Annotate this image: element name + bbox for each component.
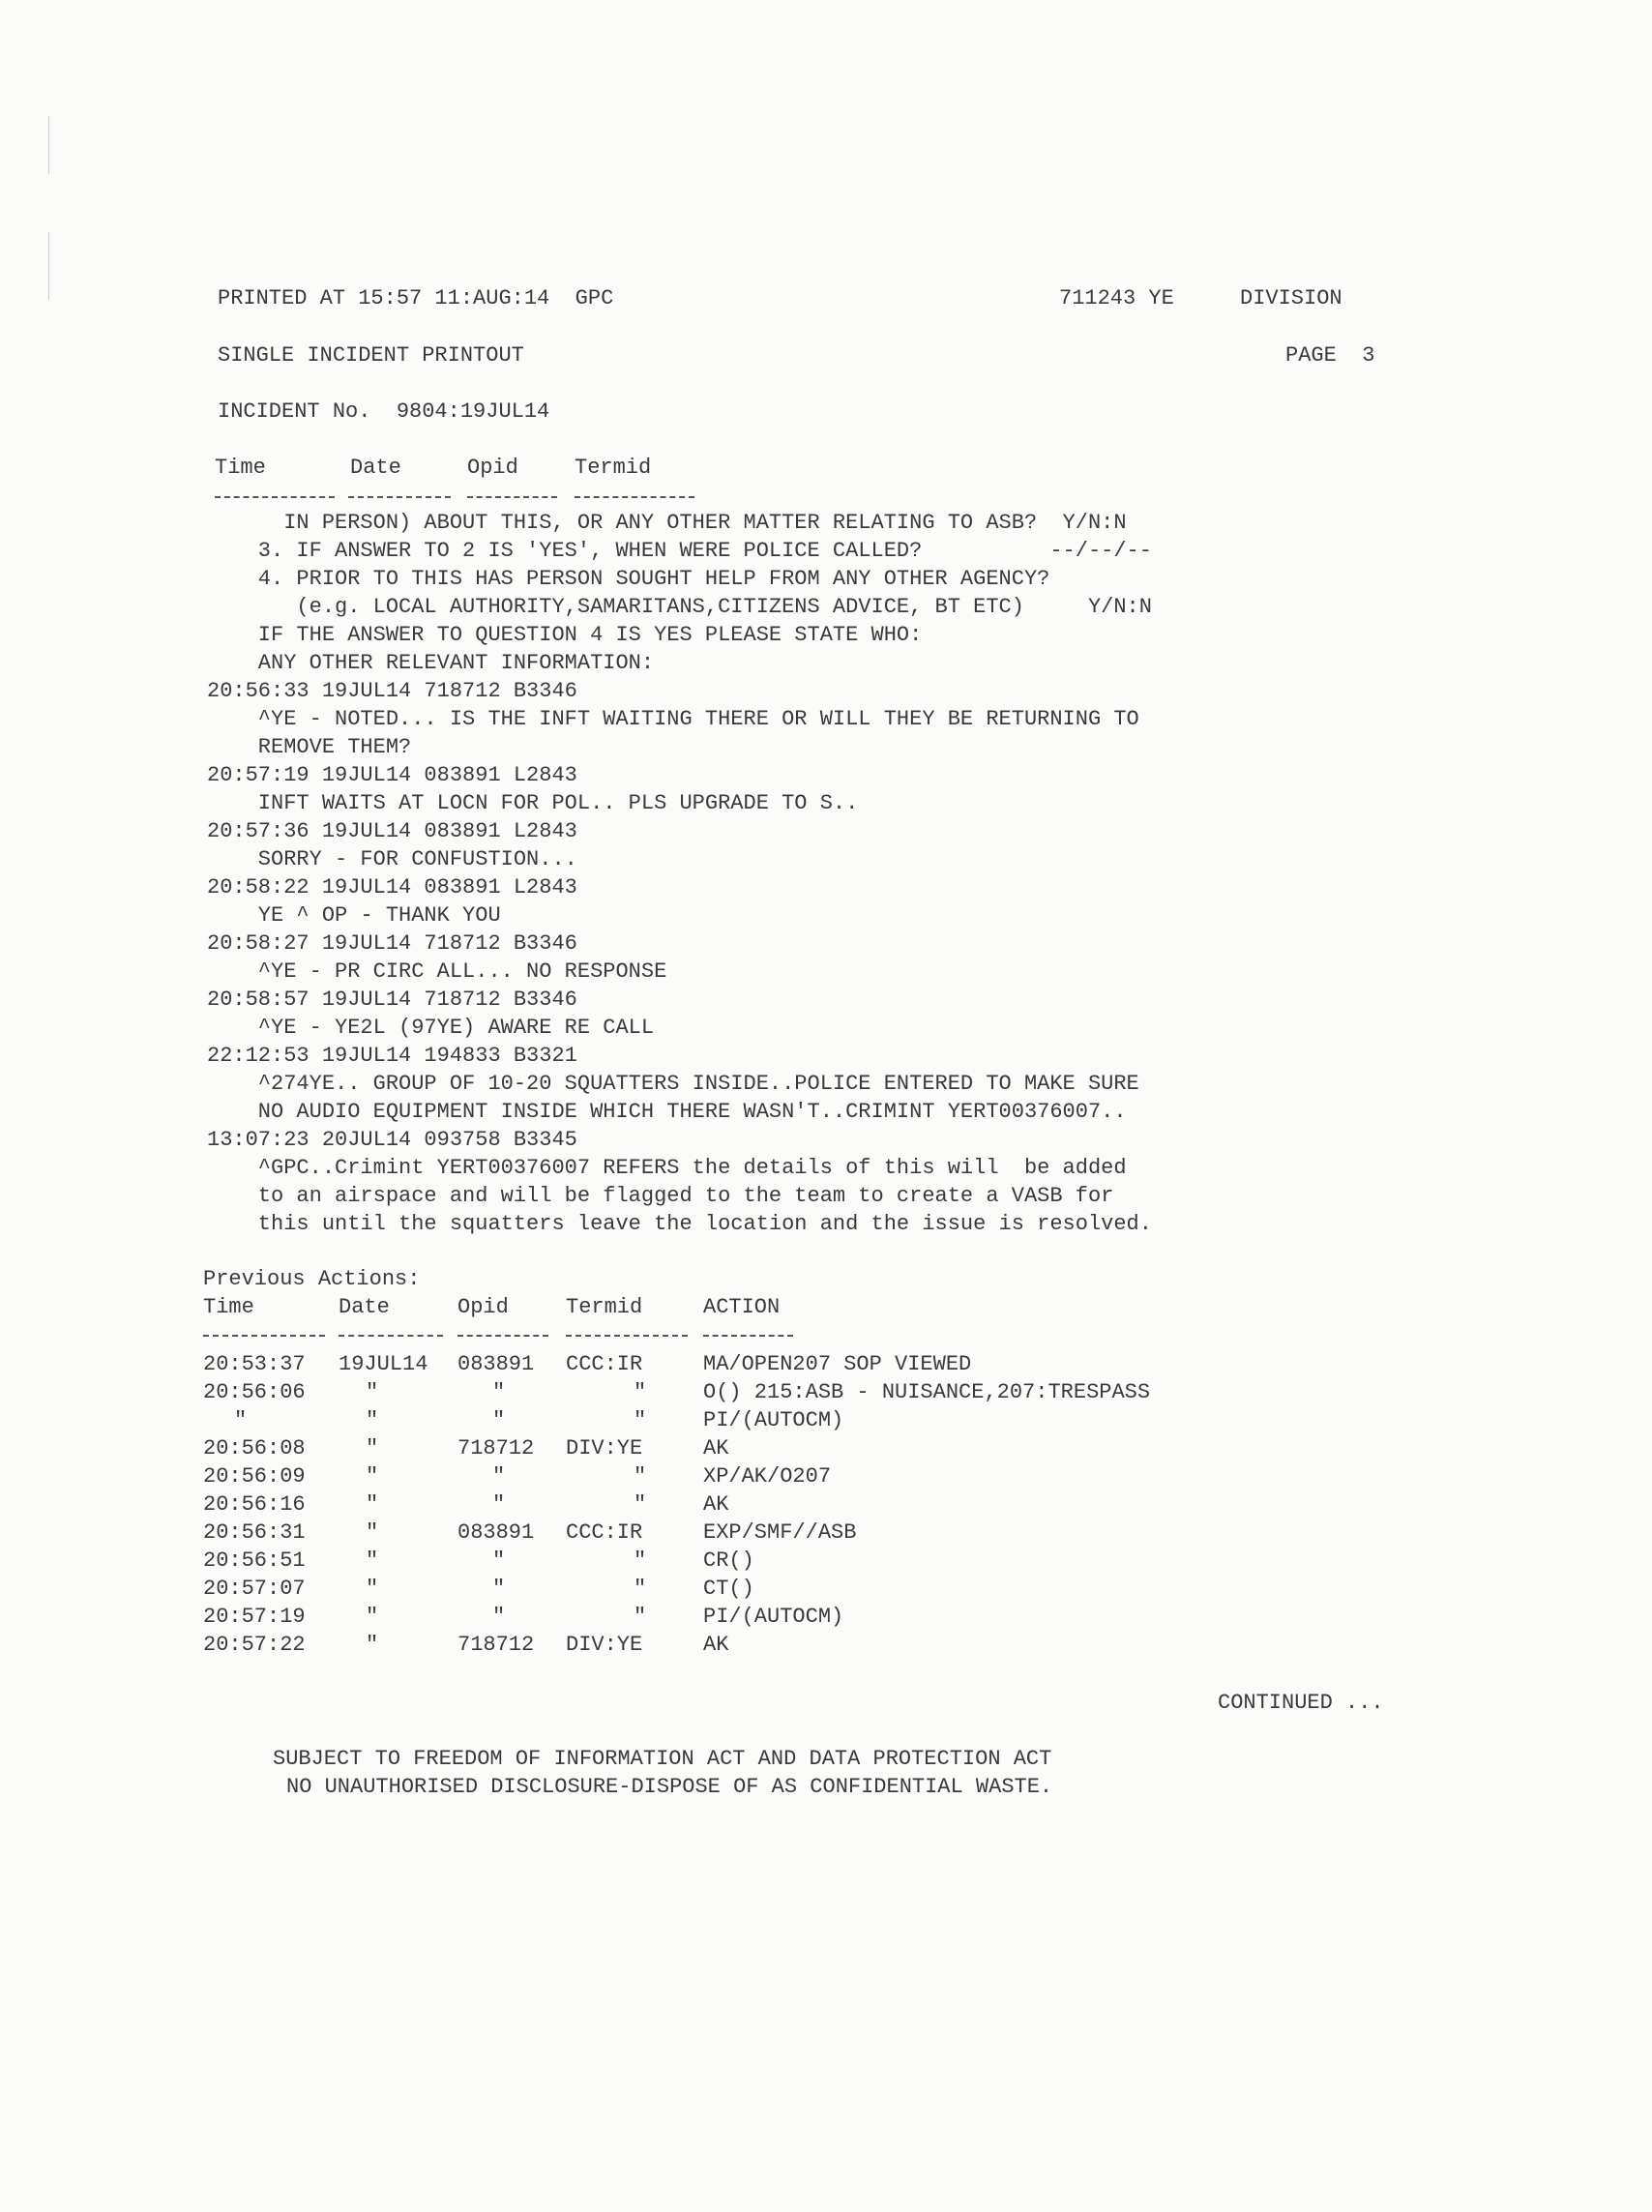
action-opid: 718712 [457,1436,535,1460]
action-date: " [366,1577,379,1601]
action-opid: 083891 [457,1520,535,1545]
log-col-rule [467,496,557,498]
action-text: EXP/SMF//ASB [703,1520,857,1545]
actions-col-rule [457,1335,548,1337]
action-text: AK [703,1633,729,1657]
actions-col-termid: Termid [566,1295,643,1319]
log-line: IF THE ANSWER TO QUESTION 4 IS YES PLEASE STATE WHO: [207,623,923,647]
action-opid: " [492,1464,506,1489]
actions-col-rule [203,1335,325,1337]
log-line: ^GPC..Crimint YERT00376007 REFERS the details of this will be added [207,1156,1127,1180]
log-line: 13:07:23 20JUL14 093758 B3345 [207,1128,577,1152]
action-text: XP/AK/O207 [703,1464,832,1489]
action-time: 20:56:08 [203,1436,306,1460]
document-title: SINGLE INCIDENT PRINTOUT [218,343,524,368]
log-line: 20:56:33 19JUL14 718712 B3346 [207,679,577,703]
action-opid: 718712 [457,1633,535,1657]
log-line: ^YE - PR CIRC ALL... NO RESPONSE [207,959,667,984]
action-time: 20:53:37 [203,1352,306,1376]
log-line: 20:57:36 19JUL14 083891 L2843 [207,819,577,843]
action-time: 20:57:22 [203,1633,306,1657]
action-termid: " [634,1492,647,1517]
log-line: NO AUDIO EQUIPMENT INSIDE WHICH THERE WASN'T..CRIMINT YERT00376007.. [207,1100,1127,1124]
log-line: ^YE - YE2L (97YE) AWARE RE CALL [207,1016,655,1040]
action-termid: " [634,1380,647,1404]
log-line: SORRY - FOR CONFUSTION... [207,847,577,871]
action-text: CT() [703,1577,754,1601]
log-line: to an airspace and will be flagged to the team to create a VASB for [207,1184,1114,1208]
action-text: PI/(AUTOCM) [703,1408,844,1432]
log-line: ANY OTHER RELEVANT INFORMATION: [207,651,655,675]
division-label: DIVISION [1240,286,1342,310]
action-time: 20:57:07 [203,1577,306,1601]
action-text: PI/(AUTOCM) [703,1605,844,1629]
action-date: 19JUL14 [339,1352,428,1376]
log-line: ^YE - NOTED... IS THE INFT WAITING THERE OR WILL THEY BE RETURNING TO [207,707,1139,731]
action-opid: " [492,1380,506,1404]
action-time: 20:56:31 [203,1520,306,1545]
log-line: 20:58:27 19JUL14 718712 B3346 [207,931,577,956]
log-line: INFT WAITS AT LOCN FOR POL.. PLS UPGRADE TO S.. [207,791,859,815]
action-termid: " [634,1605,647,1629]
printed-at: PRINTED AT 15:57 11:AUG:14 GPC [218,286,614,310]
incident-number: INCIDENT No. 9804:19JUL14 [218,399,550,424]
log-col-rule [215,496,335,498]
action-opid: " [492,1492,506,1517]
actions-col-time: Time [203,1295,254,1319]
action-termid: " [634,1408,647,1432]
actions-col-action: ACTION [703,1295,781,1319]
action-opid: " [492,1408,506,1432]
action-date: " [366,1520,379,1545]
action-time: " [234,1408,248,1432]
confidentiality-notice-2: NO UNAUTHORISED DISCLOSURE-DISPOSE OF AS CONFIDENTIAL WASTE. [286,1775,1053,1799]
log-line: (e.g. LOCAL AUTHORITY,SAMARITANS,CITIZENS ADVICE, BT ETC) Y/N:N [207,595,1152,619]
actions-col-rule [566,1335,688,1337]
scan-artifact [48,232,49,300]
action-opid: " [492,1605,506,1629]
log-line: YE ^ OP - THANK YOU [207,903,501,928]
log-col-time: Time [215,456,266,480]
action-date: " [366,1464,379,1489]
log-col-date: Date [350,456,401,480]
log-line: REMOVE THEM? [207,735,412,759]
action-termid: " [634,1548,647,1573]
action-date: " [366,1605,379,1629]
action-termid: CCC:IR [566,1352,643,1376]
action-termid: DIV:YE [566,1436,643,1460]
log-col-rule [348,496,451,498]
log-line: ^274YE.. GROUP OF 10-20 SQUATTERS INSIDE..POLICE ENTERED TO MAKE SURE [207,1072,1139,1096]
confidentiality-notice-1: SUBJECT TO FREEDOM OF INFORMATION ACT AND DATA PROTECTION ACT [273,1747,1052,1771]
action-termid: " [634,1577,647,1601]
log-col-termid: Termid [575,456,652,480]
log-line: IN PERSON) ABOUT THIS, OR ANY OTHER MATTER RELATING TO ASB? Y/N:N [207,511,1127,535]
action-text: MA/OPEN207 SOP VIEWED [703,1352,972,1376]
actions-col-rule [339,1335,443,1337]
actions-col-opid: Opid [457,1295,509,1319]
log-line: 20:58:57 19JUL14 718712 B3346 [207,988,577,1012]
continued-label: CONTINUED ... [1218,1691,1384,1715]
log-line: 3. IF ANSWER TO 2 IS 'YES', WHEN WERE POLICE CALLED? --/--/-- [207,539,1152,563]
action-date: " [366,1548,379,1573]
action-opid: 083891 [457,1352,535,1376]
scan-artifact [48,116,49,174]
action-date: " [366,1380,379,1404]
log-col-rule [575,496,694,498]
action-termid: DIV:YE [566,1633,643,1657]
action-date: " [366,1633,379,1657]
action-termid: " [634,1464,647,1489]
log-line: 4. PRIOR TO THIS HAS PERSON SOUGHT HELP FROM ANY OTHER AGENCY? [207,567,1050,591]
action-text: AK [703,1492,729,1517]
action-termid: CCC:IR [566,1520,643,1545]
actions-col-date: Date [339,1295,390,1319]
actions-col-rule [703,1335,793,1337]
action-time: 20:57:19 [203,1605,306,1629]
action-text: CR() [703,1548,754,1573]
log-line: 22:12:53 19JUL14 194833 B3321 [207,1044,577,1068]
log-line: 20:57:19 19JUL14 083891 L2843 [207,763,577,787]
previous-actions-heading: Previous Actions: [203,1267,421,1291]
division-ref: 711243 YE [1059,286,1174,310]
action-date: " [366,1492,379,1517]
action-time: 20:56:51 [203,1548,306,1573]
action-opid: " [492,1577,506,1601]
action-time: 20:56:16 [203,1492,306,1517]
log-line: this until the squatters leave the location and the issue is resolved. [207,1212,1152,1236]
page-number: PAGE 3 [1285,343,1375,368]
log-col-opid: Opid [467,456,518,480]
action-date: " [366,1436,379,1460]
action-time: 20:56:06 [203,1380,306,1404]
action-date: " [366,1408,379,1432]
action-opid: " [492,1548,506,1573]
action-text: O() 215:ASB - NUISANCE,207:TRESPASS [703,1380,1151,1404]
log-line: 20:58:22 19JUL14 083891 L2843 [207,875,577,900]
action-time: 20:56:09 [203,1464,306,1489]
action-text: AK [703,1436,729,1460]
